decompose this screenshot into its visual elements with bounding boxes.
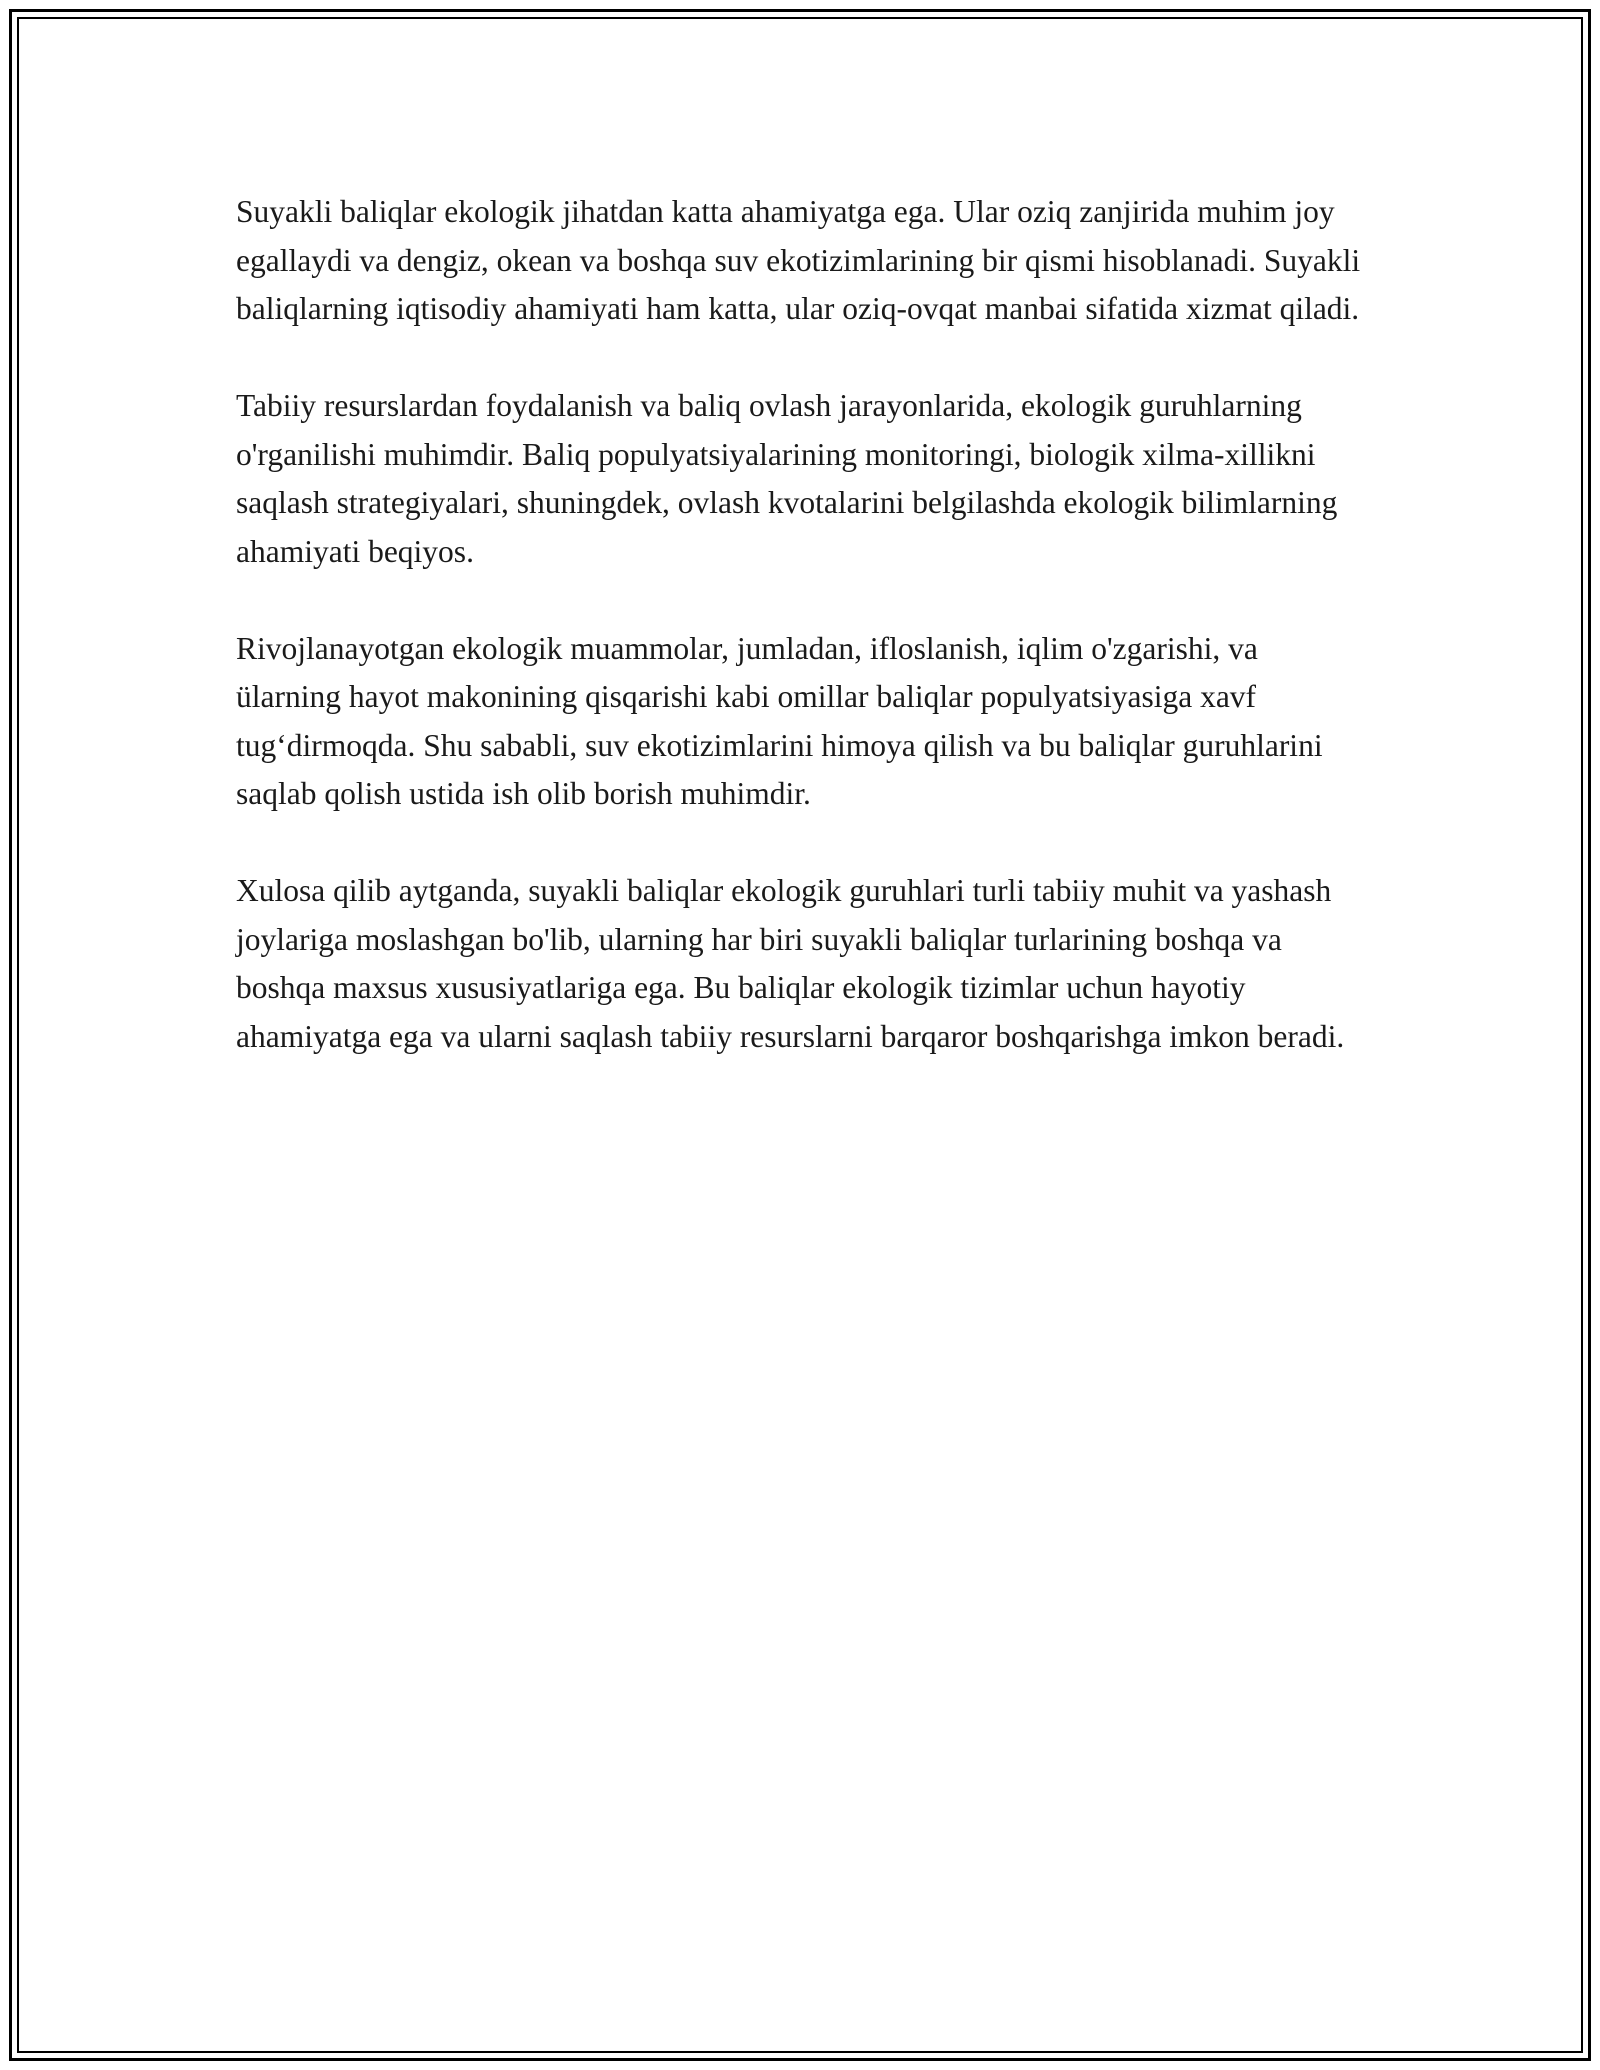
paragraph-conclusion: Xulosa qilib aytganda, suyakli baliqlar ekologik guruhlari turli tabiiy muhit va yashash joylariga moslashgan bo'lib, ularning har biri suyakli baliqlar turlarining boshqa va boshqa maxsus xususiyatlariga ega. Bu baliqlar ekologik tizimlar uchun hayotiy ahamiyatga ega va ularni saqlash tabiiy resurslarni barqaror boshqarishga imkon beradi. (236, 873, 1345, 1054)
paragraph-resource-use: Tabiiy resurslardan foydalanish va baliq ovlash jarayonlarida, ekologik guruhlarning o'rganilishi muhimdir. Baliq populyatsiyalarining monitoringi, biologik xilma-xillikni saqlash strategiyalari, shuningdek, ovlash kvotalarini belgilashda ekologik bilimlarning ahamiyati beqiyos. (236, 388, 1338, 569)
document-body (236, 188, 1366, 1110)
paragraph-ecological-problems: Rivojlanayotgan ekologik muammolar, jumladan, ifloslanish, iqlim o'zgarishi, va ülarning hayot makonining qisqarishi kabi omillar baliqlar populyatsiyasiga xavf tug‘dirmoqda. Shu sababli, suv ekotizimlarini himoya qilish va bu baliqlar guruhlarini saqlab qolish ustida ish olib borish muhimdir. (236, 630, 1323, 811)
paragraph-ecological-importance: Suyakli baliqlar ekologik jihatdan katta ahamiyatga ega. Ular oziq zanjirida muhim joy egallaydi va dengiz, okean va boshqa suv ekotizimlarining bir qismi hisoblanadi. Suyakli baliqlarning iqtisodiy ahamiyati ham katta, ular oziq-ovqat manbai sifatida xizmat qiladi. (236, 194, 1361, 326)
